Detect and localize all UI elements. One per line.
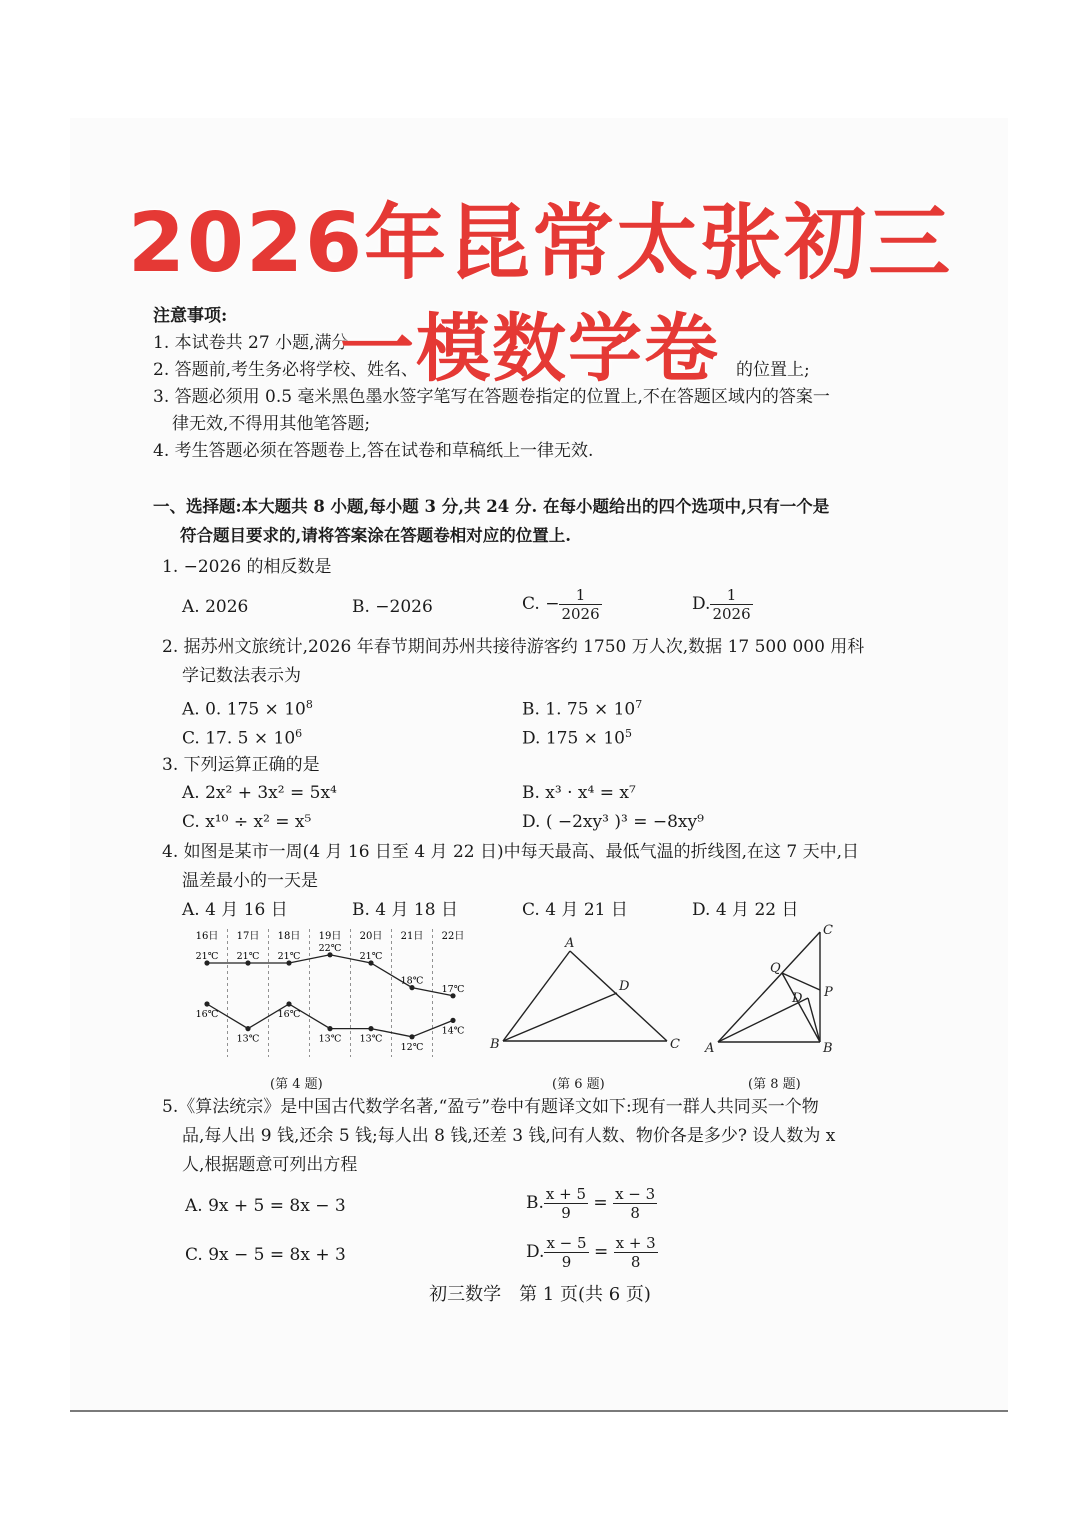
q1-option-b: B. −2026	[352, 597, 433, 617]
fig4-high-label: 21℃	[359, 951, 383, 962]
q2-stem-line2: 学记数法表示为	[182, 666, 301, 686]
fig8-label-p: P	[824, 985, 833, 1000]
fig4-low-label: 13℃	[236, 1033, 260, 1045]
fig4-day-label: 16日	[195, 931, 219, 942]
page-footer: 初三数学 第 1 页(共 6 页)	[429, 1284, 651, 1305]
fig4-day-label: 17日	[236, 931, 260, 942]
section1-line1: 一、选择题:本大题共 8 小题,每小题 3 分,共 24 分. 在每小题给出的四个选项中,只有一个是	[153, 497, 830, 516]
fig6-caption: (第 6 题)	[552, 1077, 605, 1092]
q1-option-d: D. $\frac{1}{2026}$	[692, 586, 751, 623]
q4-stem-line1: 4. 如图是某市一周(4 月 16 日至 4 月 22 日)中每天最高、最低气温的折线图,在这 7 天中,日	[162, 842, 860, 862]
page-bottom-rule	[70, 1410, 1008, 1412]
q3-option-a: A. 2x² + 3x² = 5x⁴	[182, 783, 337, 803]
q4-option-a: A. 4 月 16 日	[182, 900, 288, 920]
q5-stem-line2: 品,每人出 9 钱,还余 5 钱;每人出 8 钱,还差 3 钱,问有人数、物价各是多少? 设人数为 x	[182, 1126, 836, 1146]
notice-item-1: 1. 本试卷共 27 小题,满分	[153, 333, 349, 353]
q5-option-d: D. $\frac{x - 5}{9}$ = $\frac{x + 3}{8}$	[526, 1234, 656, 1271]
fig6-label-a: A	[565, 936, 575, 951]
q2-option-c: C. 17. $5 \times 10^6$	[182, 727, 303, 749]
fig8-triangle-diagram	[700, 920, 850, 1060]
notice-item-4: 4. 考生答题必须在答题卷上,答在试卷和草稿纸上一律无效.	[153, 441, 594, 461]
fig4-high-label: 21℃	[277, 951, 301, 962]
fig8-segment-db	[808, 998, 820, 1042]
fig8-segment-qp	[782, 973, 820, 990]
fig6-label-b: B	[490, 1037, 500, 1052]
q5-option-b: B. $\frac{x + 5}{9}$ = $\frac{x - 3}{8}$	[526, 1185, 656, 1222]
q1-option-a: A. 2026	[182, 597, 249, 617]
fig4-day-label: 20日	[359, 931, 383, 942]
q3-option-c: C. x¹⁰ ÷ x² = x⁵	[182, 812, 312, 832]
notice-item-3a: 3. 答题必须用 0.5 毫米黑色墨水签字笔写在答题卷指定的位置上,不在答题区域内的答案一	[153, 387, 830, 407]
fig4-low-point	[368, 1026, 373, 1031]
q5-stem-line1: 5.《算法统宗》是中国古代数学名著,“盈亏”卷中有题译文如下:现有一群人共同买一个物	[162, 1097, 819, 1117]
fig4-low-temp-line	[207, 1004, 453, 1037]
q3-option-b: B. x³ · x⁴ = x⁷	[522, 783, 636, 803]
fig4-low-label: 14℃	[441, 1025, 465, 1037]
fig8-label-q: Q	[770, 961, 781, 976]
fig8-label-b: B	[823, 1041, 833, 1056]
fig4-low-label: 13℃	[318, 1033, 342, 1045]
q2-option-d: D. $175 \times 10^5$	[522, 727, 632, 749]
notice-item-2-end: 的位置上;	[736, 360, 810, 380]
q5-option-c: C. 9x − 5 = 8x + 3	[185, 1245, 346, 1265]
fig4-low-point	[450, 1018, 455, 1023]
fig8-label-c: C	[823, 923, 833, 938]
fig8-label-a: A	[705, 1041, 715, 1056]
fig4-day-label: 19日	[318, 931, 342, 942]
fig4-low-point	[327, 1026, 332, 1031]
fig4-high-label: 22℃	[318, 942, 342, 954]
fig4-day-label: 18日	[277, 931, 301, 942]
banner-title-line1: 2026年昆常太张初三	[127, 196, 953, 291]
fig4-low-label: 16℃	[277, 1009, 301, 1020]
fig6-side-ac	[570, 951, 667, 1041]
notice-heading: 注意事项:	[153, 306, 228, 326]
fig4-high-label: 21℃	[195, 951, 219, 962]
q2-stem-line1: 2. 据苏州文旅统计,2026 年春节期间苏州共接待游客约 1750 万人次,数据 17 500 000 用科	[162, 637, 865, 657]
fig4-low-label: 16℃	[195, 1009, 219, 1020]
fig4-high-label: 21℃	[236, 951, 260, 962]
fig4-high-label: 18℃	[400, 975, 424, 987]
banner-title-line2: 一模数学卷	[340, 306, 720, 392]
q3-stem: 3. 下列运算正确的是	[162, 755, 320, 775]
fig4-caption: (第 4 题)	[270, 1077, 323, 1092]
q1-option-c: C. − $\frac{1}{2026}$	[522, 586, 600, 623]
section1-line2: 符合题目要求的,请将答案涂在答题卷相对应的位置上.	[180, 526, 571, 545]
fig4-day-label: 21日	[400, 931, 424, 942]
fig4-low-point	[286, 1001, 291, 1006]
fig6-triangle-diagram	[485, 935, 685, 1060]
fig4-high-label: 17℃	[441, 983, 465, 995]
q4-option-d: D. 4 月 22 日	[692, 900, 799, 920]
fig8-caption: (第 8 题)	[748, 1077, 801, 1092]
fig8-label-d: D	[792, 991, 803, 1006]
q2-option-b: B. 1. $75 \times 10^7$	[522, 698, 643, 720]
q4-option-b: B. 4 月 18 日	[352, 900, 458, 920]
fig6-label-d: D	[619, 979, 630, 994]
fig6-label-c: C	[670, 1037, 680, 1052]
fig4-day-label: 22日	[441, 931, 465, 942]
q5-option-a: A. 9x + 5 = 8x − 3	[185, 1196, 346, 1216]
fig4-low-label: 12℃	[400, 1041, 424, 1053]
q5-stem-line3: 人,根据题意可列出方程	[182, 1155, 358, 1175]
q4-option-c: C. 4 月 21 日	[522, 900, 628, 920]
q3-option-d: D. ( −2xy³ )³ = −8xy⁹	[522, 812, 704, 832]
fig4-low-point	[204, 1001, 209, 1006]
q4-stem-line2: 温差最小的一天是	[182, 871, 318, 891]
q2-option-a: A. 0. $175 \times 10^8$	[182, 698, 313, 720]
q1-stem: 1. −2026 的相反数是	[162, 557, 332, 577]
fig4-low-label: 13℃	[359, 1033, 383, 1045]
notice-item-3b: 律无效,不得用其他笔答题;	[172, 414, 371, 434]
fig4-low-point	[245, 1026, 250, 1031]
notice-item-2: 2. 答题前,考生务必将学校、姓名、	[153, 360, 419, 380]
temperature-line-chart	[185, 925, 475, 1065]
fig8-side-ac	[718, 932, 820, 1042]
fig4-low-point	[409, 1034, 414, 1039]
